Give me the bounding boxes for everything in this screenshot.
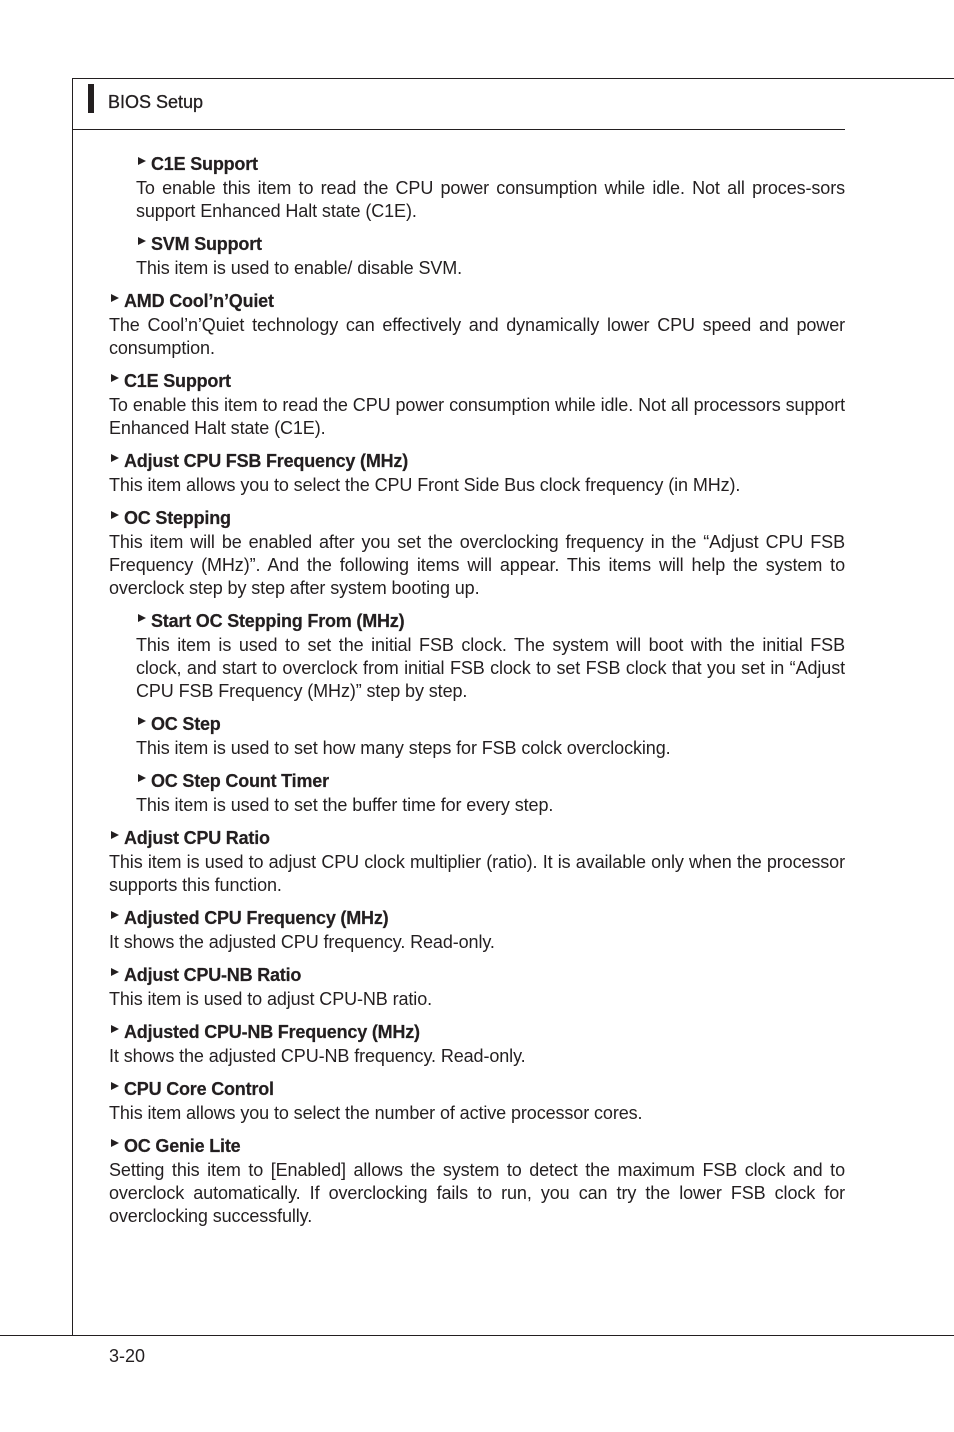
item-title: OC Stepping	[124, 508, 231, 528]
item-description: This item is used to adjust CPU-NB ratio.	[109, 989, 433, 1009]
item-heading	[136, 711, 845, 737]
item-heading	[109, 905, 845, 931]
arrow-right-icon	[111, 374, 119, 382]
footer-rule	[0, 1335, 954, 1336]
item-description: It shows the adjusted CPU-NB frequency. Read-only.	[109, 1046, 526, 1066]
arrow-right-icon	[111, 1139, 119, 1147]
item-description: Setting this item to [Enabled] allows the system to detect the maximum FSB clock and to overclock automatically. If overclocking fails to run, you can try the lower FSB clock for overclocking successfully.	[109, 1160, 845, 1226]
item-description: This item allows you to select the number of active processor cores.	[109, 1103, 643, 1123]
item-title: C1E Support	[151, 154, 258, 174]
bios-item	[109, 962, 845, 1019]
item-heading	[109, 368, 845, 394]
header-rule	[72, 129, 845, 130]
item-description: This item is used to set how many steps for FSB colck overclocking.	[136, 738, 671, 758]
bios-item	[109, 448, 845, 505]
item-heading	[136, 231, 845, 257]
arrow-right-icon	[138, 157, 146, 165]
item-title: Adjusted CPU Frequency (MHz)	[124, 908, 389, 928]
item-title: SVM Support	[151, 234, 262, 254]
item-heading	[109, 505, 845, 531]
bios-item	[109, 825, 845, 905]
item-title: Adjusted CPU-NB Frequency (MHz)	[124, 1022, 420, 1042]
arrow-right-icon	[111, 1025, 119, 1033]
item-description: The Cool’n’Quiet technology can effectively and dynamically lower CPU speed and power consumption.	[109, 315, 845, 358]
item-title: OC Step Count Timer	[151, 771, 329, 791]
item-description: To enable this item to read the CPU power consumption while idle. Not all processors support Enhanced Halt state (C1E).	[109, 395, 845, 438]
arrow-right-icon	[111, 1082, 119, 1090]
bios-item	[109, 1019, 845, 1076]
item-description: This item is used to enable/ disable SVM.	[136, 258, 463, 278]
item-heading	[136, 768, 845, 794]
item-title: CPU Core Control	[124, 1079, 274, 1099]
item-description: This item is used to set the initial FSB clock. The system will boot with the initial FSB clock, and start to overclock from initial FSB clock to set FSB clock that you set in “Adjust CPU FSB Frequency (MHz)” step by step.	[136, 635, 845, 701]
content-area	[109, 151, 845, 1236]
bios-item	[109, 1076, 845, 1133]
item-heading	[109, 1019, 845, 1045]
top-rule	[72, 78, 954, 79]
arrow-right-icon	[111, 831, 119, 839]
bios-item	[109, 368, 845, 448]
arrow-right-icon	[111, 294, 119, 302]
bios-item	[136, 151, 845, 231]
item-title: C1E Support	[124, 371, 231, 391]
item-title: OC Step	[151, 714, 221, 734]
item-title: Adjust CPU FSB Frequency (MHz)	[124, 451, 409, 471]
bios-item	[109, 288, 845, 368]
page-number: 3-20	[109, 1346, 146, 1366]
item-heading	[109, 288, 845, 314]
bios-item	[136, 231, 845, 288]
item-heading	[109, 1076, 845, 1102]
arrow-right-icon	[138, 717, 146, 725]
arrow-right-icon	[138, 237, 146, 245]
arrow-right-icon	[138, 614, 146, 622]
item-description: It shows the adjusted CPU frequency. Read-only.	[109, 932, 495, 952]
item-heading	[109, 962, 845, 988]
item-description: To enable this item to read the CPU power consumption while idle. Not all proces-sors support Enhanced Halt state (C1E).	[136, 178, 845, 221]
bios-item	[109, 905, 845, 962]
bios-item	[136, 711, 845, 768]
arrow-right-icon	[138, 774, 146, 782]
header-marker	[88, 84, 94, 113]
item-description: This item allows you to select the CPU Front Side Bus clock frequency (in MHz).	[109, 475, 741, 495]
item-heading	[109, 1133, 845, 1159]
arrow-right-icon	[111, 968, 119, 976]
bios-item	[136, 608, 845, 711]
item-heading	[109, 448, 845, 474]
bios-item	[136, 768, 845, 825]
item-title: AMD Cool’n’Quiet	[124, 291, 274, 311]
item-description: This item is used to adjust CPU clock multiplier (ratio). It is available only when the processor supports this function.	[109, 852, 845, 895]
item-heading	[136, 151, 845, 177]
arrow-right-icon	[111, 511, 119, 519]
bios-item	[109, 1133, 845, 1236]
item-description: This item is used to set the buffer time for every step.	[136, 795, 554, 815]
item-description: This item will be enabled after you set the overclocking frequency in the “Adjust CPU FSB Frequency (MHz)”. And the following items will appear. This items will help the system to overclock step by step after system booting up.	[109, 532, 845, 598]
page-header-title: BIOS Setup	[108, 92, 204, 112]
item-title: Adjust CPU Ratio	[124, 828, 270, 848]
bios-item	[109, 505, 845, 608]
item-title: Start OC Stepping From (MHz)	[151, 611, 405, 631]
left-rule	[72, 78, 73, 1336]
arrow-right-icon	[111, 911, 119, 919]
item-heading	[109, 825, 845, 851]
item-title: Adjust CPU-NB Ratio	[124, 965, 302, 985]
item-title: OC Genie Lite	[124, 1136, 241, 1156]
arrow-right-icon	[111, 454, 119, 462]
item-heading	[136, 608, 845, 634]
